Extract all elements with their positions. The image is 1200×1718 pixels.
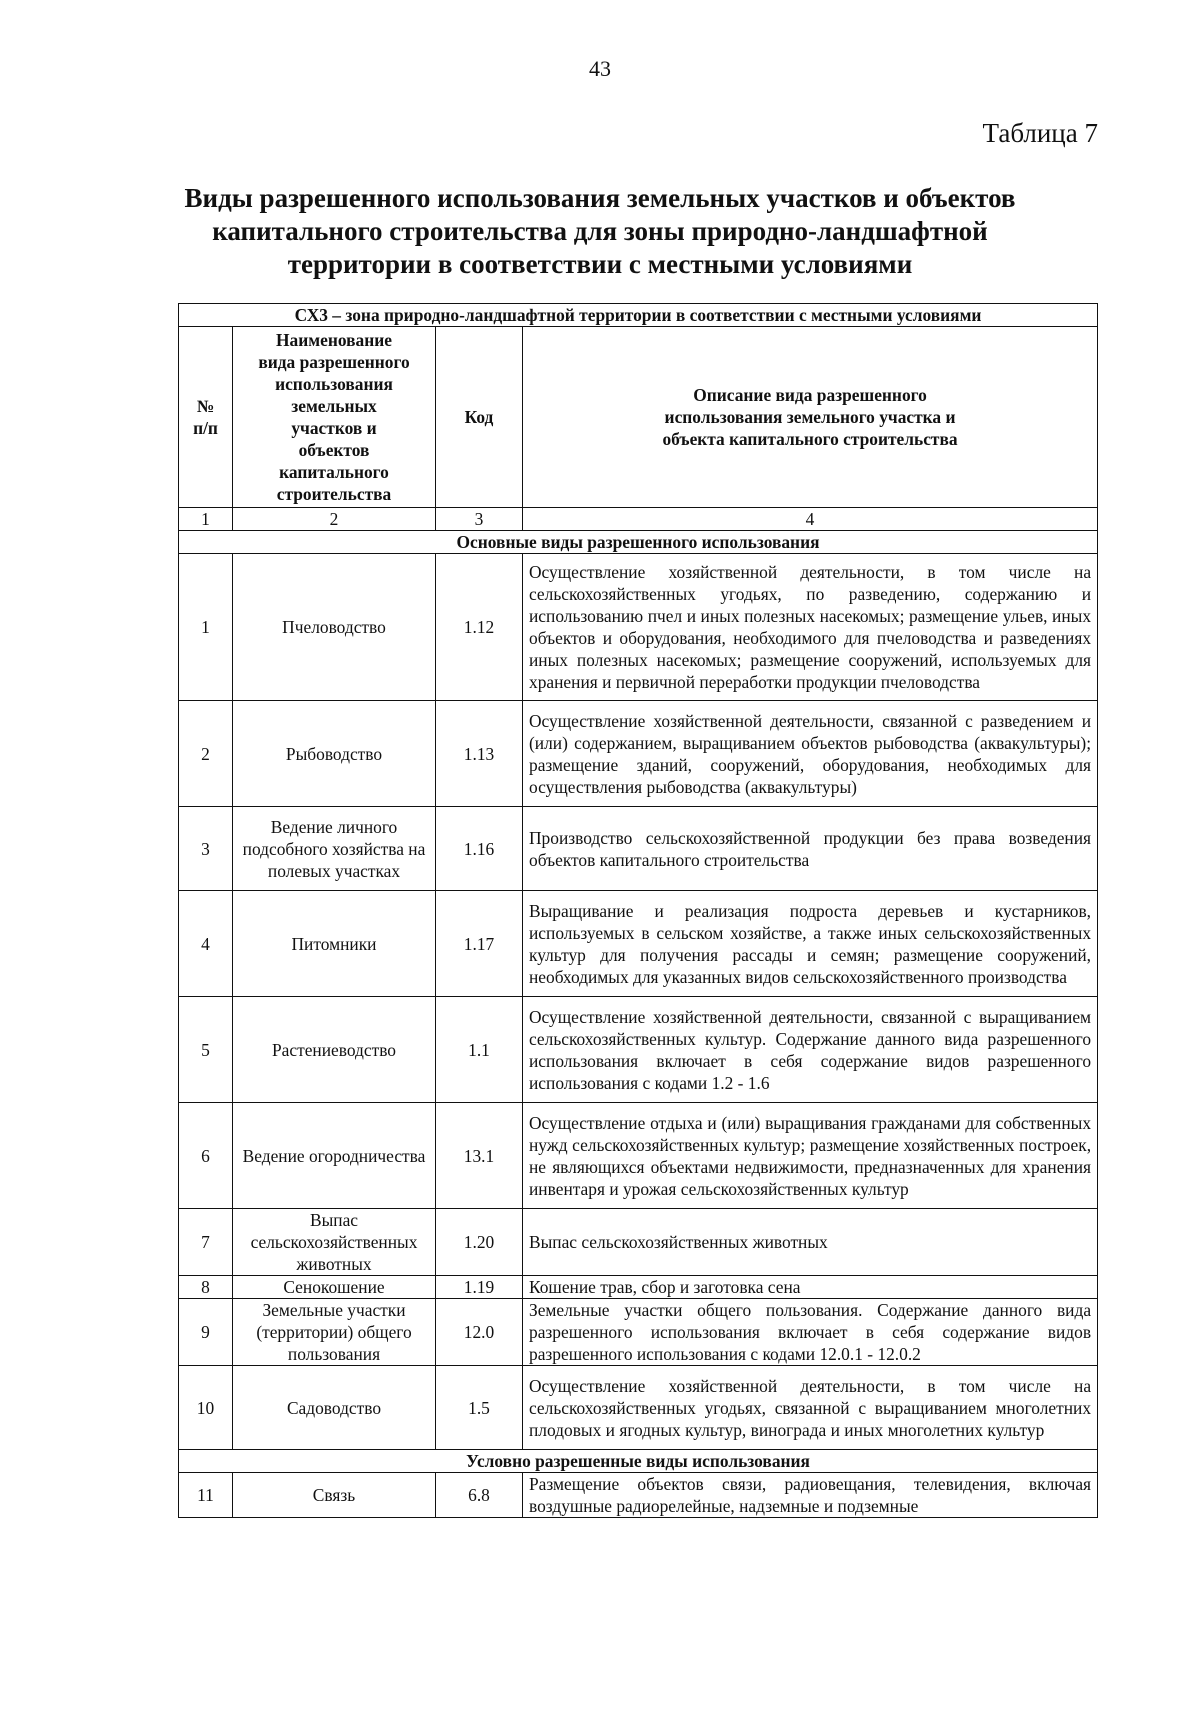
header-name-line: земельных: [291, 396, 377, 416]
header-num-line: №: [196, 396, 215, 416]
heading-line: Виды разрешенного использования земельных участков и объектов: [184, 183, 1016, 213]
table-row: [179, 1209, 1098, 1276]
table-row: [179, 701, 1098, 807]
row-description: Осуществление хозяйственной деятельности, в том числе на сельскохозяйственных угодьях, связанной с выращиванием многолетних плодовых и ягодных культур, винограда и иных многолетних культур: [523, 1366, 1098, 1450]
header-name: [233, 327, 436, 508]
row-name: Ведение личного подсобного хозяйства на полевых участках: [233, 807, 436, 891]
row-name: Растениеводство: [233, 997, 436, 1103]
row-description: Осуществление хозяйственной деятельности, связанной с выращиванием сельскохозяйственных культур. Содержание данного вида разрешенного использования включает в себя содержание видов разрешенного использования с кодами 1.2 - 1.6: [523, 997, 1098, 1103]
table-row: [179, 1366, 1098, 1450]
row-code: 1.20: [436, 1209, 523, 1276]
row-name: Сенокошение: [233, 1276, 436, 1299]
header-description: [523, 327, 1098, 508]
header-num-line: п/п: [193, 418, 218, 438]
row-description: Выращивание и реализация подроста деревьев и кустарников, используемых в сельском хозяйстве, а также иных сельскохозяйственных культур для получения рассады и семян; размещение сооружений, необходимых для указанных видов сельскохозяйственного производства: [523, 891, 1098, 997]
row-number: 9: [179, 1299, 233, 1366]
row-description: Осуществление хозяйственной деятельности, связанной с разведением и (или) содержанием, выращиванием объектов рыбоводства (аквакультуры); размещение зданий, сооружений, оборудования, необходимых для осуществления рыбоводства (аквакультуры): [523, 701, 1098, 807]
zone-title: СХ3 – зона природно-ландшафтной территории в соответствии с местными условиями: [179, 304, 1098, 327]
section-row: [179, 1450, 1098, 1473]
row-number: 6: [179, 1103, 233, 1209]
column-number: 2: [233, 508, 436, 531]
row-number: 7: [179, 1209, 233, 1276]
row-code: 1.12: [436, 554, 523, 701]
header-desc-line: объекта капитального строительства: [662, 429, 958, 449]
row-description: Размещение объектов связи, радиовещания, телевидения, включая воздушные радиорелейные, надземные и подземные: [523, 1473, 1098, 1518]
section-title: Основные виды разрешенного использования: [179, 531, 1098, 554]
section-title: Условно разрешенные виды использования: [179, 1450, 1098, 1473]
table-heading: [150, 182, 1050, 281]
row-code: 1.19: [436, 1276, 523, 1299]
row-name: Питомники: [233, 891, 436, 997]
row-code: 1.16: [436, 807, 523, 891]
table-row: [179, 997, 1098, 1103]
row-description: Земельные участки общего пользования. Содержание данного вида разрешенного использования включает в себя содержание видов разрешенного использования с кодами 12.0.1 - 12.0.2: [523, 1299, 1098, 1366]
row-name: Связь: [233, 1473, 436, 1518]
header-code: Код: [436, 327, 523, 508]
table-label: Таблица 7: [982, 118, 1098, 148]
row-code: 13.1: [436, 1103, 523, 1209]
row-number: 11: [179, 1473, 233, 1518]
row-number: 4: [179, 891, 233, 997]
table-row: [179, 1299, 1098, 1366]
land-use-table: [178, 303, 1098, 1518]
heading-line: капитального строительства для зоны природно-ландшафтной: [212, 216, 988, 246]
row-name: Земельные участки (территории) общего пользования: [233, 1299, 436, 1366]
row-code: 1.1: [436, 997, 523, 1103]
row-number: 10: [179, 1366, 233, 1450]
row-name: Ведение огородничества: [233, 1103, 436, 1209]
row-number: 2: [179, 701, 233, 807]
header-name-line: строительства: [276, 484, 392, 504]
row-name: Пчеловодство: [233, 554, 436, 701]
header-name-line: Наименование: [276, 330, 392, 350]
header-name-line: вида разрешенного: [258, 352, 410, 372]
row-code: 1.13: [436, 701, 523, 807]
row-description: Осуществление отдыха и (или) выращивания гражданами для собственных нужд сельскохозяйственных культур; размещение хозяйственных построек, не являющихся объектами недвижимости, предназначенных для хранения инвентаря и урожая сельскохозяйственных культур: [523, 1103, 1098, 1209]
column-number: 3: [436, 508, 523, 531]
table-row: [179, 891, 1098, 997]
row-description: Осуществление хозяйственной деятельности, в том числе на сельскохозяйственных угодьях, по разведению, содержанию и использованию пчел и иных полезных насекомых; размещение ульев, иных объектов и оборудования, необходимого для пчеловодства и разведениях иных полезных насекомых; размещение сооружений, используемых для хранения и первичной переработки продукции пчеловодства: [523, 554, 1098, 701]
table-row: [179, 1473, 1098, 1518]
table-row: [179, 1276, 1098, 1299]
row-code: 1.17: [436, 891, 523, 997]
header-num: [179, 327, 233, 508]
header-desc-line: использования земельного участка и: [664, 407, 956, 427]
row-code: 1.5: [436, 1366, 523, 1450]
row-number: 8: [179, 1276, 233, 1299]
row-description: Кошение трав, сбор и заготовка сена: [523, 1276, 1098, 1299]
column-number: 4: [523, 508, 1098, 531]
row-number: 3: [179, 807, 233, 891]
header-desc-line: Описание вида разрешенного: [693, 385, 927, 405]
header-name-line: капитального: [279, 462, 389, 482]
header-name-line: участков и: [291, 418, 377, 438]
heading-line: территории в соответствии с местными условиями: [287, 249, 913, 279]
header-name-line: использования: [275, 374, 393, 394]
row-name: Садоводство: [233, 1366, 436, 1450]
row-name: Выпас сельскохозяйственных животных: [233, 1209, 436, 1276]
table-row: [179, 1103, 1098, 1209]
table-body: [179, 531, 1098, 1518]
row-code: 6.8: [436, 1473, 523, 1518]
row-description: Выпас сельскохозяйственных животных: [523, 1209, 1098, 1276]
header-name-line: объектов: [298, 440, 370, 460]
table-row: [179, 807, 1098, 891]
row-name: Рыбоводство: [233, 701, 436, 807]
page-number: 43: [589, 56, 611, 81]
table-row: [179, 554, 1098, 701]
row-number: 5: [179, 997, 233, 1103]
row-code: 12.0: [436, 1299, 523, 1366]
row-description: Производство сельскохозяйственной продукции без права возведения объектов капитального строительства: [523, 807, 1098, 891]
section-row: [179, 531, 1098, 554]
row-number: 1: [179, 554, 233, 701]
column-number: 1: [179, 508, 233, 531]
